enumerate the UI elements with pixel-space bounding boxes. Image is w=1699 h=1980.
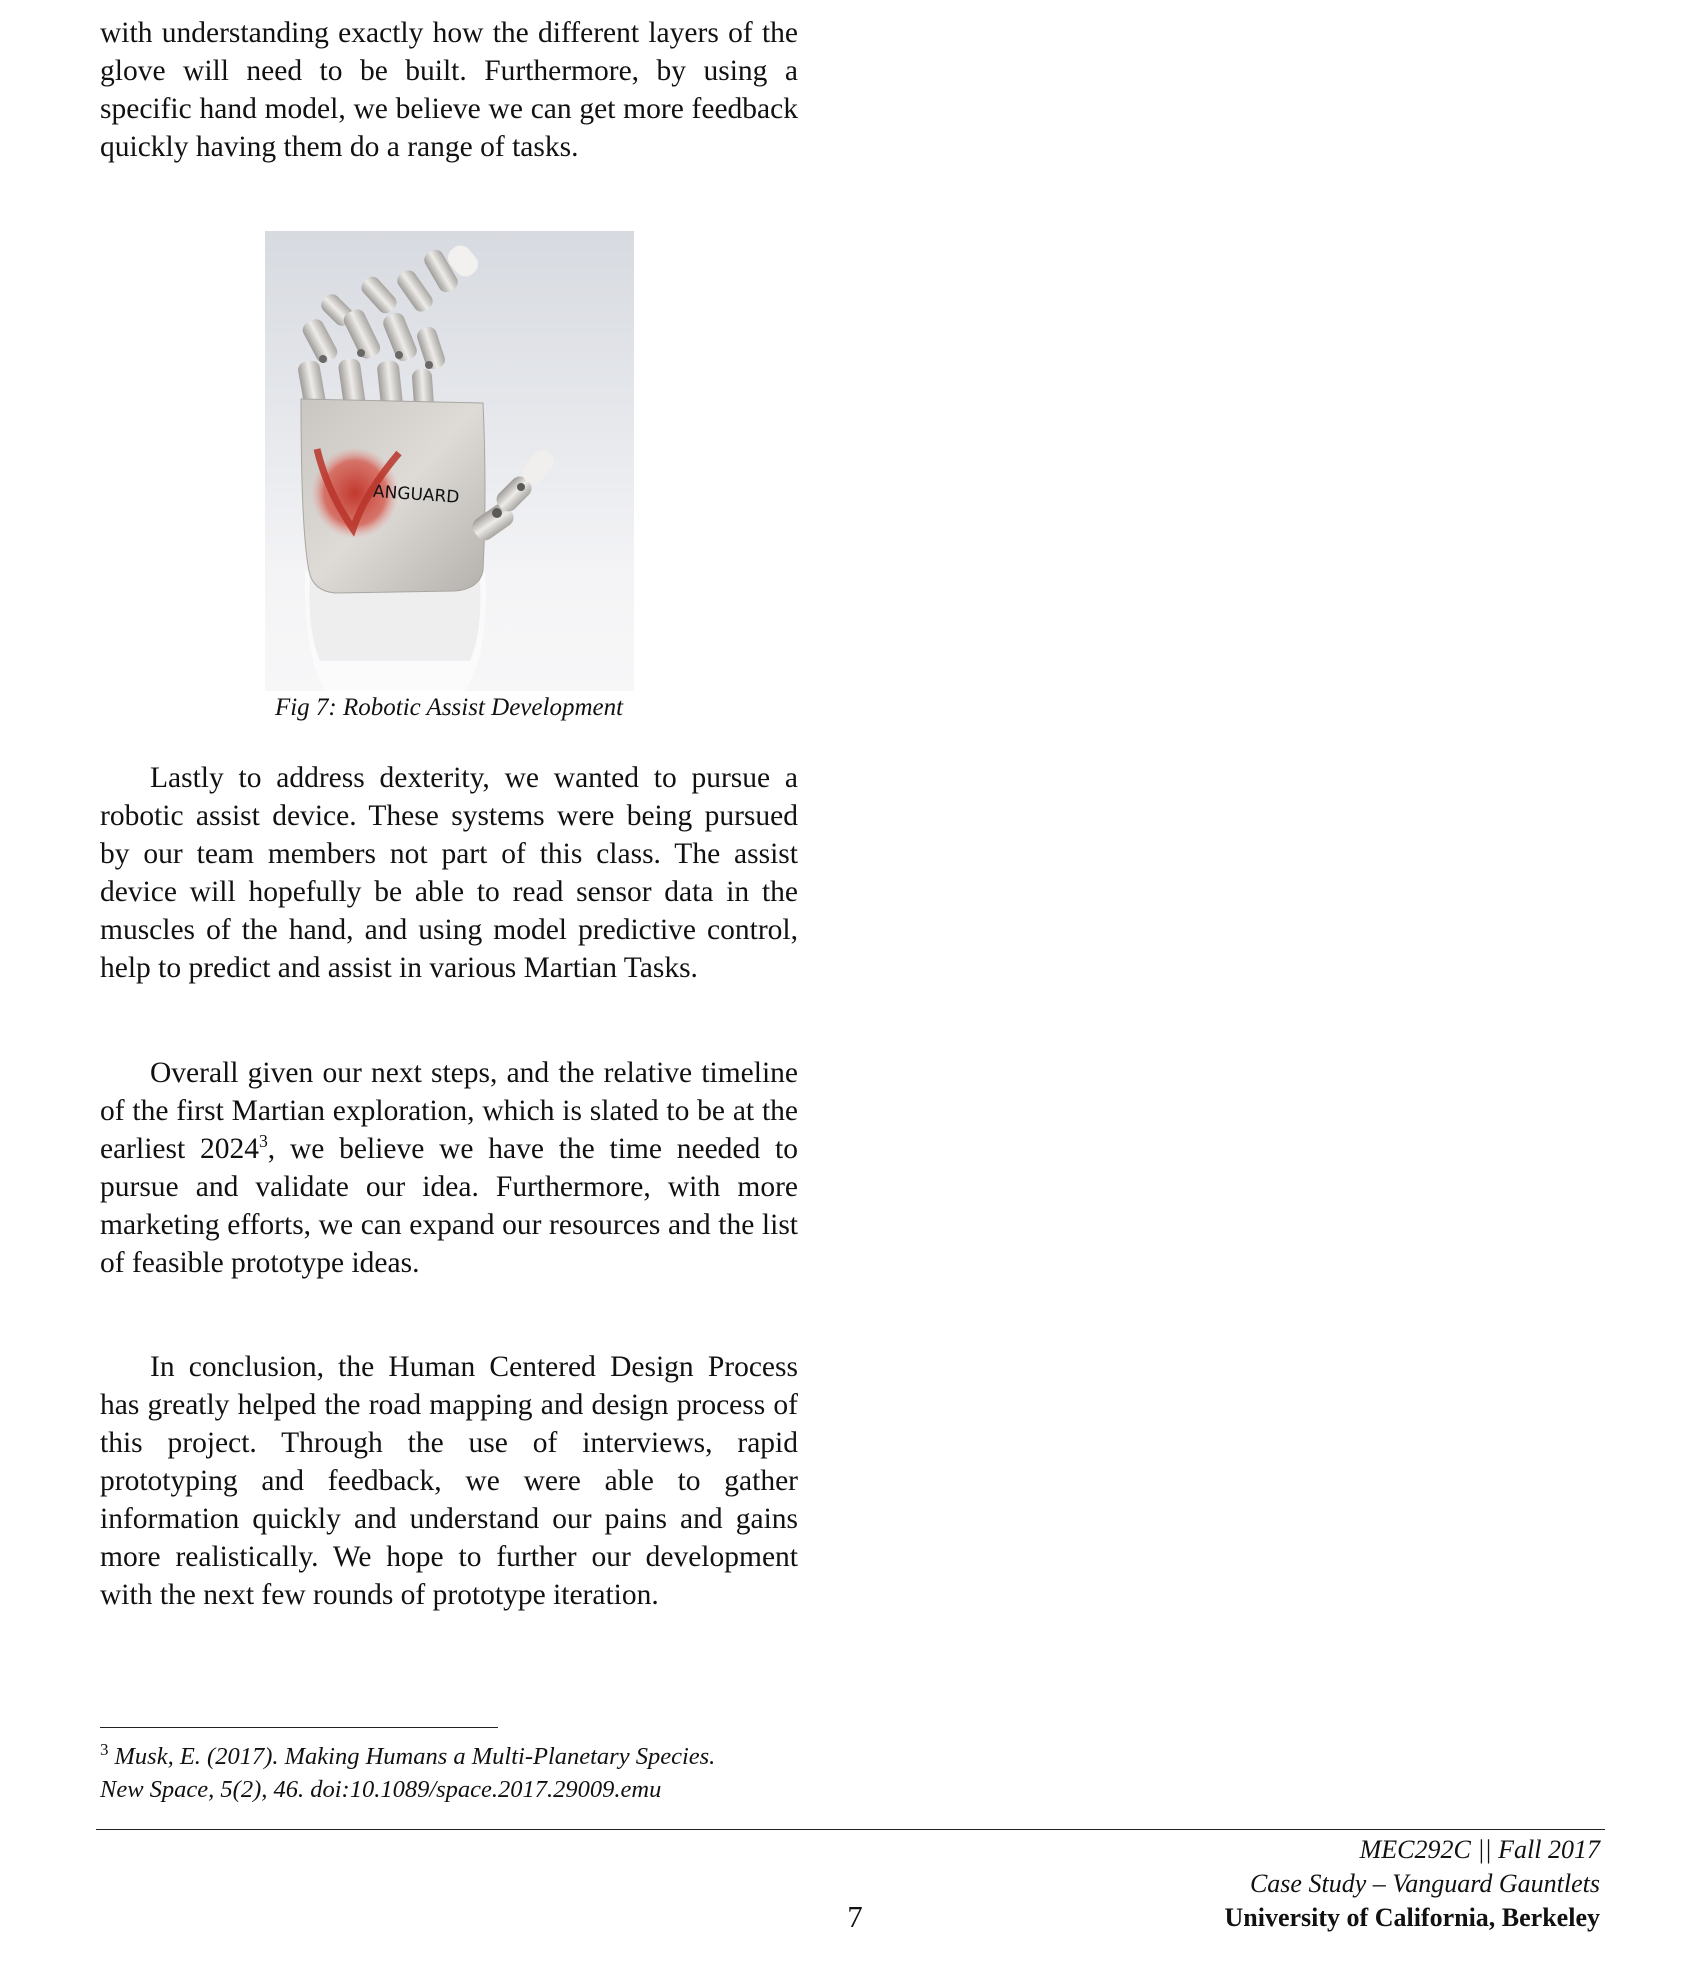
- footnote-line-1: [100, 1740, 860, 1773]
- footnote-line-1-text: Musk, E. (2017). Making Humans a Multi-Planetary Species.: [114, 1743, 716, 1770]
- paragraph-overall-part1: Overall given our next steps, and the relative timeline of the first Martian exploration, which is slated to be at the earliest 2024: [100, 1057, 798, 1165]
- page-number: 7: [847, 1899, 863, 1934]
- paragraph-lastly-text: Lastly to address dexterity, we wanted to pursue a robotic assist device. These systems were being pursued by our team members not part of this class. The assist device will hopefully be able to read sensor data in the muscles of the hand, and using model predictive control, help to predict and assist in various Martian Tasks.: [100, 762, 798, 984]
- paragraph-conclusion: [100, 1348, 798, 1614]
- hand-fingers: [297, 241, 483, 415]
- figure-robotic-hand: [265, 231, 634, 691]
- robotic-hand-image: [265, 231, 634, 691]
- paragraph-top: [100, 14, 798, 166]
- figure-caption: Fig 7: Robotic Assist Development: [274, 694, 624, 721]
- footnote-line-2: New Space, 5(2), 46. doi:10.1089/space.2017.29009.emu: [100, 1776, 662, 1803]
- footer-course: MEC292C || Fall 2017: [1359, 1835, 1600, 1864]
- footnote: [100, 1740, 860, 1806]
- paragraph-overall-text: [100, 1054, 798, 1282]
- footer-case-study: Case Study – Vanguard Gauntlets: [1249, 1869, 1600, 1898]
- footnote-reference: 3: [258, 1131, 268, 1152]
- paragraph-top-text: with understanding exactly how the different layers of the glove will need to be built. Furthermore, by using a specific hand model, we believe we can get more feedback quickly having them do a range of tasks.: [100, 17, 798, 163]
- footer-info: [1225, 1833, 1601, 1935]
- footnote-divider: [100, 1727, 498, 1728]
- paragraph-overall: [100, 1054, 798, 1282]
- paragraph-overall-part2: , we believe we have the time needed to pursue and validate our idea. Furthermore, with more marketing efforts, we can expand our resources and the list of feasible prototype ideas.: [100, 1133, 798, 1279]
- vanguard-logo-text: ANGUARD: [372, 481, 460, 508]
- footnote-number: 3: [100, 1739, 109, 1759]
- footer-divider: [96, 1829, 1605, 1830]
- paragraph-conclusion-text: In conclusion, the Human Centered Design Process has greatly helped the road mapping and design process of this project. Through the use of interviews, rapid prototyping and feedback, we were able to gather information quickly and understand our pains and gains more realistically. We hope to further our development with the next few rounds of prototype iteration.: [100, 1351, 798, 1611]
- footer-university: University of California, Berkeley: [1224, 1903, 1600, 1932]
- paragraph-lastly: [100, 759, 798, 987]
